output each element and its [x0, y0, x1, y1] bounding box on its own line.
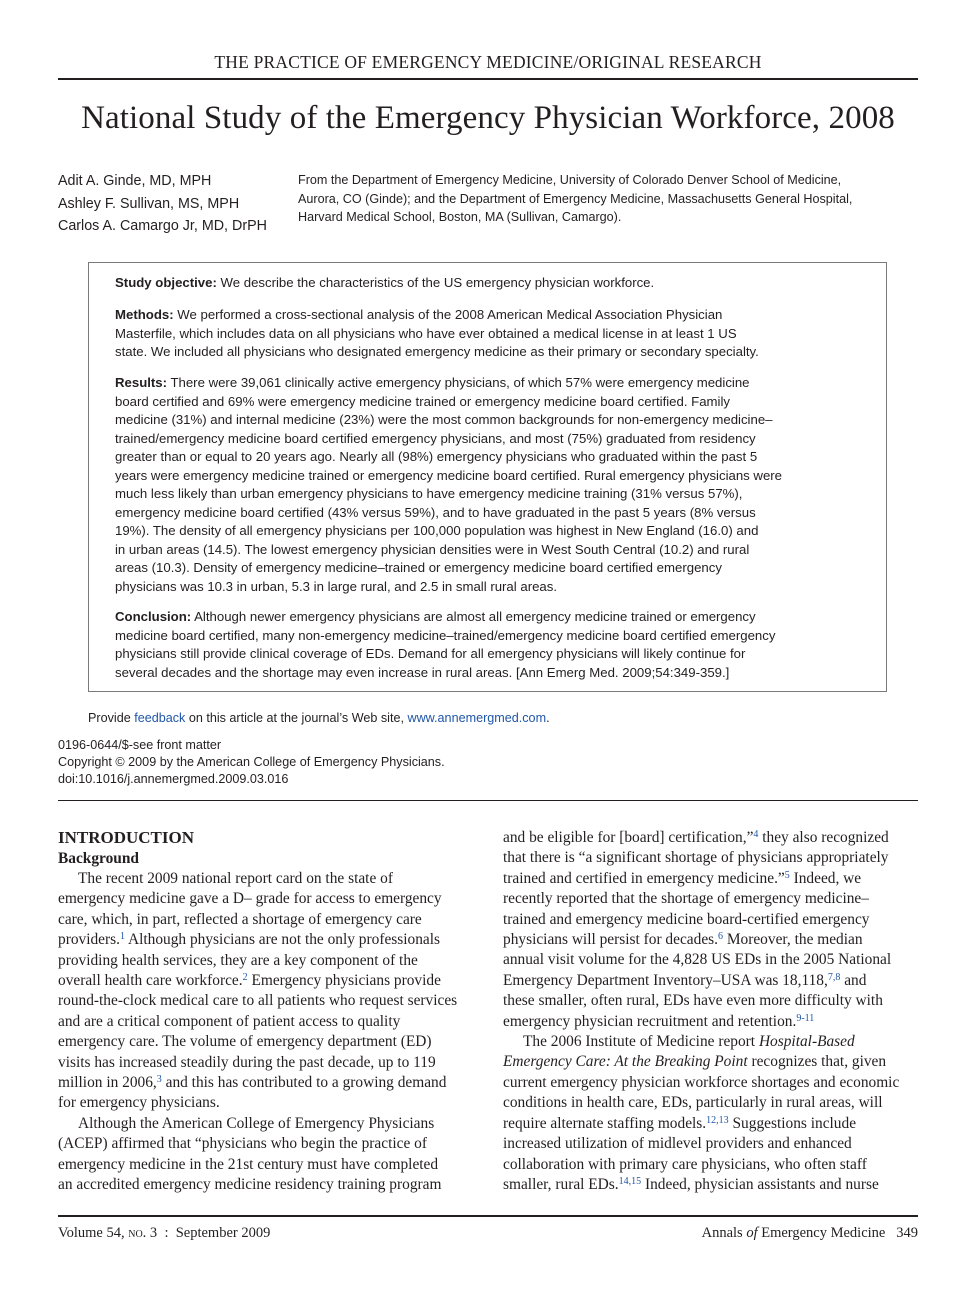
footer-volume: Volume 54, [58, 1225, 129, 1241]
journal-website-link[interactable]: www.annemergmed.com [407, 711, 547, 725]
author-name: Adit A. Ginde, MD, MPH [58, 173, 212, 189]
results-line: much less likely than urban emergency physicians to have emergency medicine training (31% versus 57%), [115, 486, 743, 501]
front-matter-rule [58, 800, 918, 801]
body-line: care, which, in part, reflected a shortage of emergency care [58, 910, 422, 928]
citation-ref[interactable]: 9-11 [796, 1012, 815, 1024]
body-line: increased utilization of midlevel providers and enhanced [503, 1135, 852, 1153]
abstract-results [115, 374, 870, 596]
body-line: recently reported that the shortage of emergency medicine– [503, 890, 869, 908]
body-line: Emergency Care: At the Breaking Point recognizes that, given [503, 1053, 887, 1071]
citation-ref[interactable]: 14,15 [618, 1175, 642, 1187]
body-line: for emergency physicians. [58, 1094, 220, 1112]
feedback-suffix: . [546, 711, 550, 725]
footer-rule [58, 1215, 918, 1217]
abstract-conclusion [115, 608, 870, 682]
conclusion-line: Although newer emergency physicians are almost all emergency medicine trained or emergency [191, 609, 756, 624]
footer-separator: : [157, 1225, 176, 1241]
report-title-italic: Emergency Care: At the Breaking Point [503, 1053, 748, 1071]
affiliation [298, 171, 908, 227]
methods-line: state. We included all physicians who designated emergency medicine as their primary or secondary specialty. [115, 344, 759, 359]
citation-ref[interactable]: 12,13 [706, 1114, 729, 1126]
results-line: medicine (31%) and internal medicine (23%) were the most common backgrounds for non-emergency medicine– [115, 412, 773, 427]
running-head: THE PRACTICE OF EMERGENCY MEDICINE/ORIGINAL RESEARCH [214, 52, 762, 72]
body-line: overall health care workforce.$^2$ Emergency physicians provide [58, 971, 441, 989]
citation-ref[interactable]: 5 [784, 869, 790, 881]
body-line: Emergency Department Inventory–USA was 18,118,$^{7,8}$ and [503, 971, 867, 989]
affiliation-line: From the Department of Emergency Medicine, University of Colorado Denver School of Medicine, [298, 173, 842, 187]
body-line: (ACEP) affirmed that “physicians who begin the practice of [58, 1135, 427, 1153]
author-list [58, 170, 293, 238]
footer-issue-info [58, 1225, 270, 1242]
results-line: There were 39,061 clinically active emergency physicians, of which 57% were emergency medicine [167, 375, 750, 390]
body-line: collaboration with primary care physicians, who often staff [503, 1155, 867, 1173]
body-line: an accredited emergency medicine residency training program [58, 1176, 442, 1193]
citation-ref[interactable]: 2 [242, 971, 248, 983]
results-line: areas (10.3). Density of emergency medicine–trained or emergency medicine board certified emergency [115, 560, 722, 575]
citation-ref[interactable]: 1 [119, 931, 125, 943]
issn-line: 0196-0644/$-see front matter [58, 738, 222, 752]
conclusion-line: medicine board certified, many non-emergency medicine–trained/emergency medicine board certified emergency [115, 627, 776, 643]
results-label: Results: [115, 375, 168, 390]
article-title: National Study of the Emergency Physician Workforce, 2008 [81, 100, 895, 136]
doi-line: doi:10.1016/j.annemergmed.2009.03.016 [58, 772, 289, 786]
body-line: and be eligible for [board] certification,”$^4$ they also recognized [503, 829, 889, 846]
body-line: require alternate staffing models.$^{12,13}$ Suggestions include [503, 1114, 857, 1132]
author-name: Ashley F. Sullivan, MS, MPH [58, 195, 240, 212]
footer-issue: no. 3 [128, 1225, 158, 1241]
body-line: emergency medicine gave a D– grade for access to emergency [58, 890, 442, 908]
conclusion-line: several decades and the shortage may even increase in rural areas. [Ann Emerg Med. 2009;54:349-359.] [115, 664, 730, 680]
feedback-middle: on this article at the journal’s Web site, [185, 711, 408, 725]
body-line: trained and certified in emergency medicine.”$^5$ Indeed, we [503, 869, 862, 887]
body-line: The 2006 Institute of Medicine report Hospital-Based [523, 1033, 855, 1051]
results-line: physicians was 10.3 in urban, 5.3 in large rural, and 2.5 in small rural areas. [115, 578, 558, 594]
header-rule [58, 78, 918, 80]
results-line: greater than or equal to 20 years ago. Nearly all (98%) emergency physicians who graduated within the past 5 [115, 449, 758, 464]
abstract-methods [115, 306, 870, 362]
body-line: these smaller, often rural, EDs have even more difficulty with [503, 992, 883, 1010]
body-line: annual visit volume for the 4,828 US EDs in the 2005 National [503, 951, 892, 969]
conclusion-line: physicians still provide clinical coverage of EDs. Demand for all emergency physicians will likely continue for [115, 646, 746, 661]
results-line: years were emergency medicine trained or emergency medicine board certified. Rural emergency physicians were [115, 467, 783, 483]
affiliation-line: Aurora, CO (Ginde); and the Department of Emergency Medicine, Massachusetts General Hospital, [298, 191, 853, 206]
feedback-line [88, 711, 550, 725]
citation-ref[interactable]: 4 [753, 829, 759, 840]
section-heading-introduction: INTRODUCTION [58, 828, 195, 847]
objective-text: We describe the characteristics of the US emergency physician workforce. [216, 275, 655, 290]
results-line: emergency medicine board certified (43% versus 59%), and to have graduated in the past 5 years (8% versus [115, 504, 756, 520]
body-line: physicians will persist for decades.$^6$ Moreover, the median [503, 931, 863, 949]
citation-ref[interactable]: 3 [156, 1073, 162, 1085]
feedback-link[interactable]: feedback [134, 711, 186, 725]
results-line: in urban areas (14.5). The lowest emergency physician densities were in West South Central (10.2) and rural [115, 541, 750, 557]
body-line: Although the American College of Emergency Physicians [78, 1114, 435, 1132]
citation-ref[interactable]: 7,8 [827, 971, 841, 983]
body-line: conditions in health care, EDs, particularly in rural areas, will [503, 1094, 883, 1112]
results-line: 19%). The density of all emergency physicians per 100,000 population was highest in New England (16.0) and [115, 523, 759, 538]
body-line: emergency physician recruitment and retention.$^{9-11}$ [503, 1012, 815, 1030]
copyright-line: Copyright © 2009 by the American College of Emergency Physicians. [58, 755, 445, 769]
conclusion-label: Conclusion: [115, 609, 192, 624]
body-line: visits has increased steadily during the past decade, up to 119 [58, 1053, 436, 1071]
author-name: Carlos A. Camargo Jr, MD, DrPH [58, 218, 267, 234]
body-column-left [58, 828, 478, 1195]
footer-date: September 2009 [175, 1225, 271, 1241]
results-line: trained/emergency medicine board certified emergency physicians, and most (75%) graduated from residency [115, 430, 756, 446]
body-line: emergency care. The volume of emergency department (ED) [58, 1033, 432, 1051]
journal-name: Annals [701, 1225, 747, 1241]
report-title-italic: Hospital-Based [758, 1033, 855, 1051]
body-line: smaller, rural EDs.$^{14,15}$ Indeed, physician assistants and nurse [503, 1175, 879, 1193]
body-line: The recent 2009 national report card on the state of [78, 869, 393, 887]
body-line: and are a critical component of patient access to quality [58, 1012, 401, 1030]
feedback-prefix: Provide [88, 711, 135, 725]
footer-journal [640, 1225, 918, 1242]
body-line: that there is “a significant shortage of physicians appropriately [503, 849, 889, 867]
journal-name-of: of [746, 1225, 758, 1241]
body-line: current emergency physician workforce shortages and economic [503, 1073, 900, 1091]
body-line: round-the-clock medical care to all patients who request services [58, 992, 458, 1010]
abstract-objective [115, 274, 870, 293]
body-line: million in 2006,$^3$ and this has contributed to a growing demand [58, 1073, 447, 1091]
objective-label: Study objective: [115, 275, 217, 290]
results-line: board certified and 69% were emergency medicine trained or emergency medicine board certified. Family [115, 393, 730, 409]
methods-label: Methods: [115, 307, 174, 322]
body-line: emergency medicine in the 21st century must have completed [58, 1155, 439, 1173]
body-line: providing health services, they are a key component of the [58, 951, 418, 969]
journal-name: Emergency Medicine [757, 1225, 886, 1241]
subsection-heading-background: Background [58, 849, 139, 867]
body-column-right [503, 828, 923, 1195]
body-line: providers.$^1$ Although physicians are not the only professionals [58, 931, 441, 949]
citation-ref[interactable]: 6 [718, 931, 723, 943]
affiliation-line: Harvard Medical School, Boston, MA (Sullivan, Camargo). [298, 210, 622, 224]
front-matter [58, 737, 445, 788]
page-number: 349 [896, 1225, 918, 1241]
body-line: trained and emergency medicine board-certified emergency [503, 910, 870, 928]
methods-line: We performed a cross-sectional analysis of the 2008 American Medical Association Physician [173, 307, 723, 322]
methods-line: Masterfile, which includes data on all physicians who have ever obtained a medical license in at least 1 US [115, 325, 737, 341]
